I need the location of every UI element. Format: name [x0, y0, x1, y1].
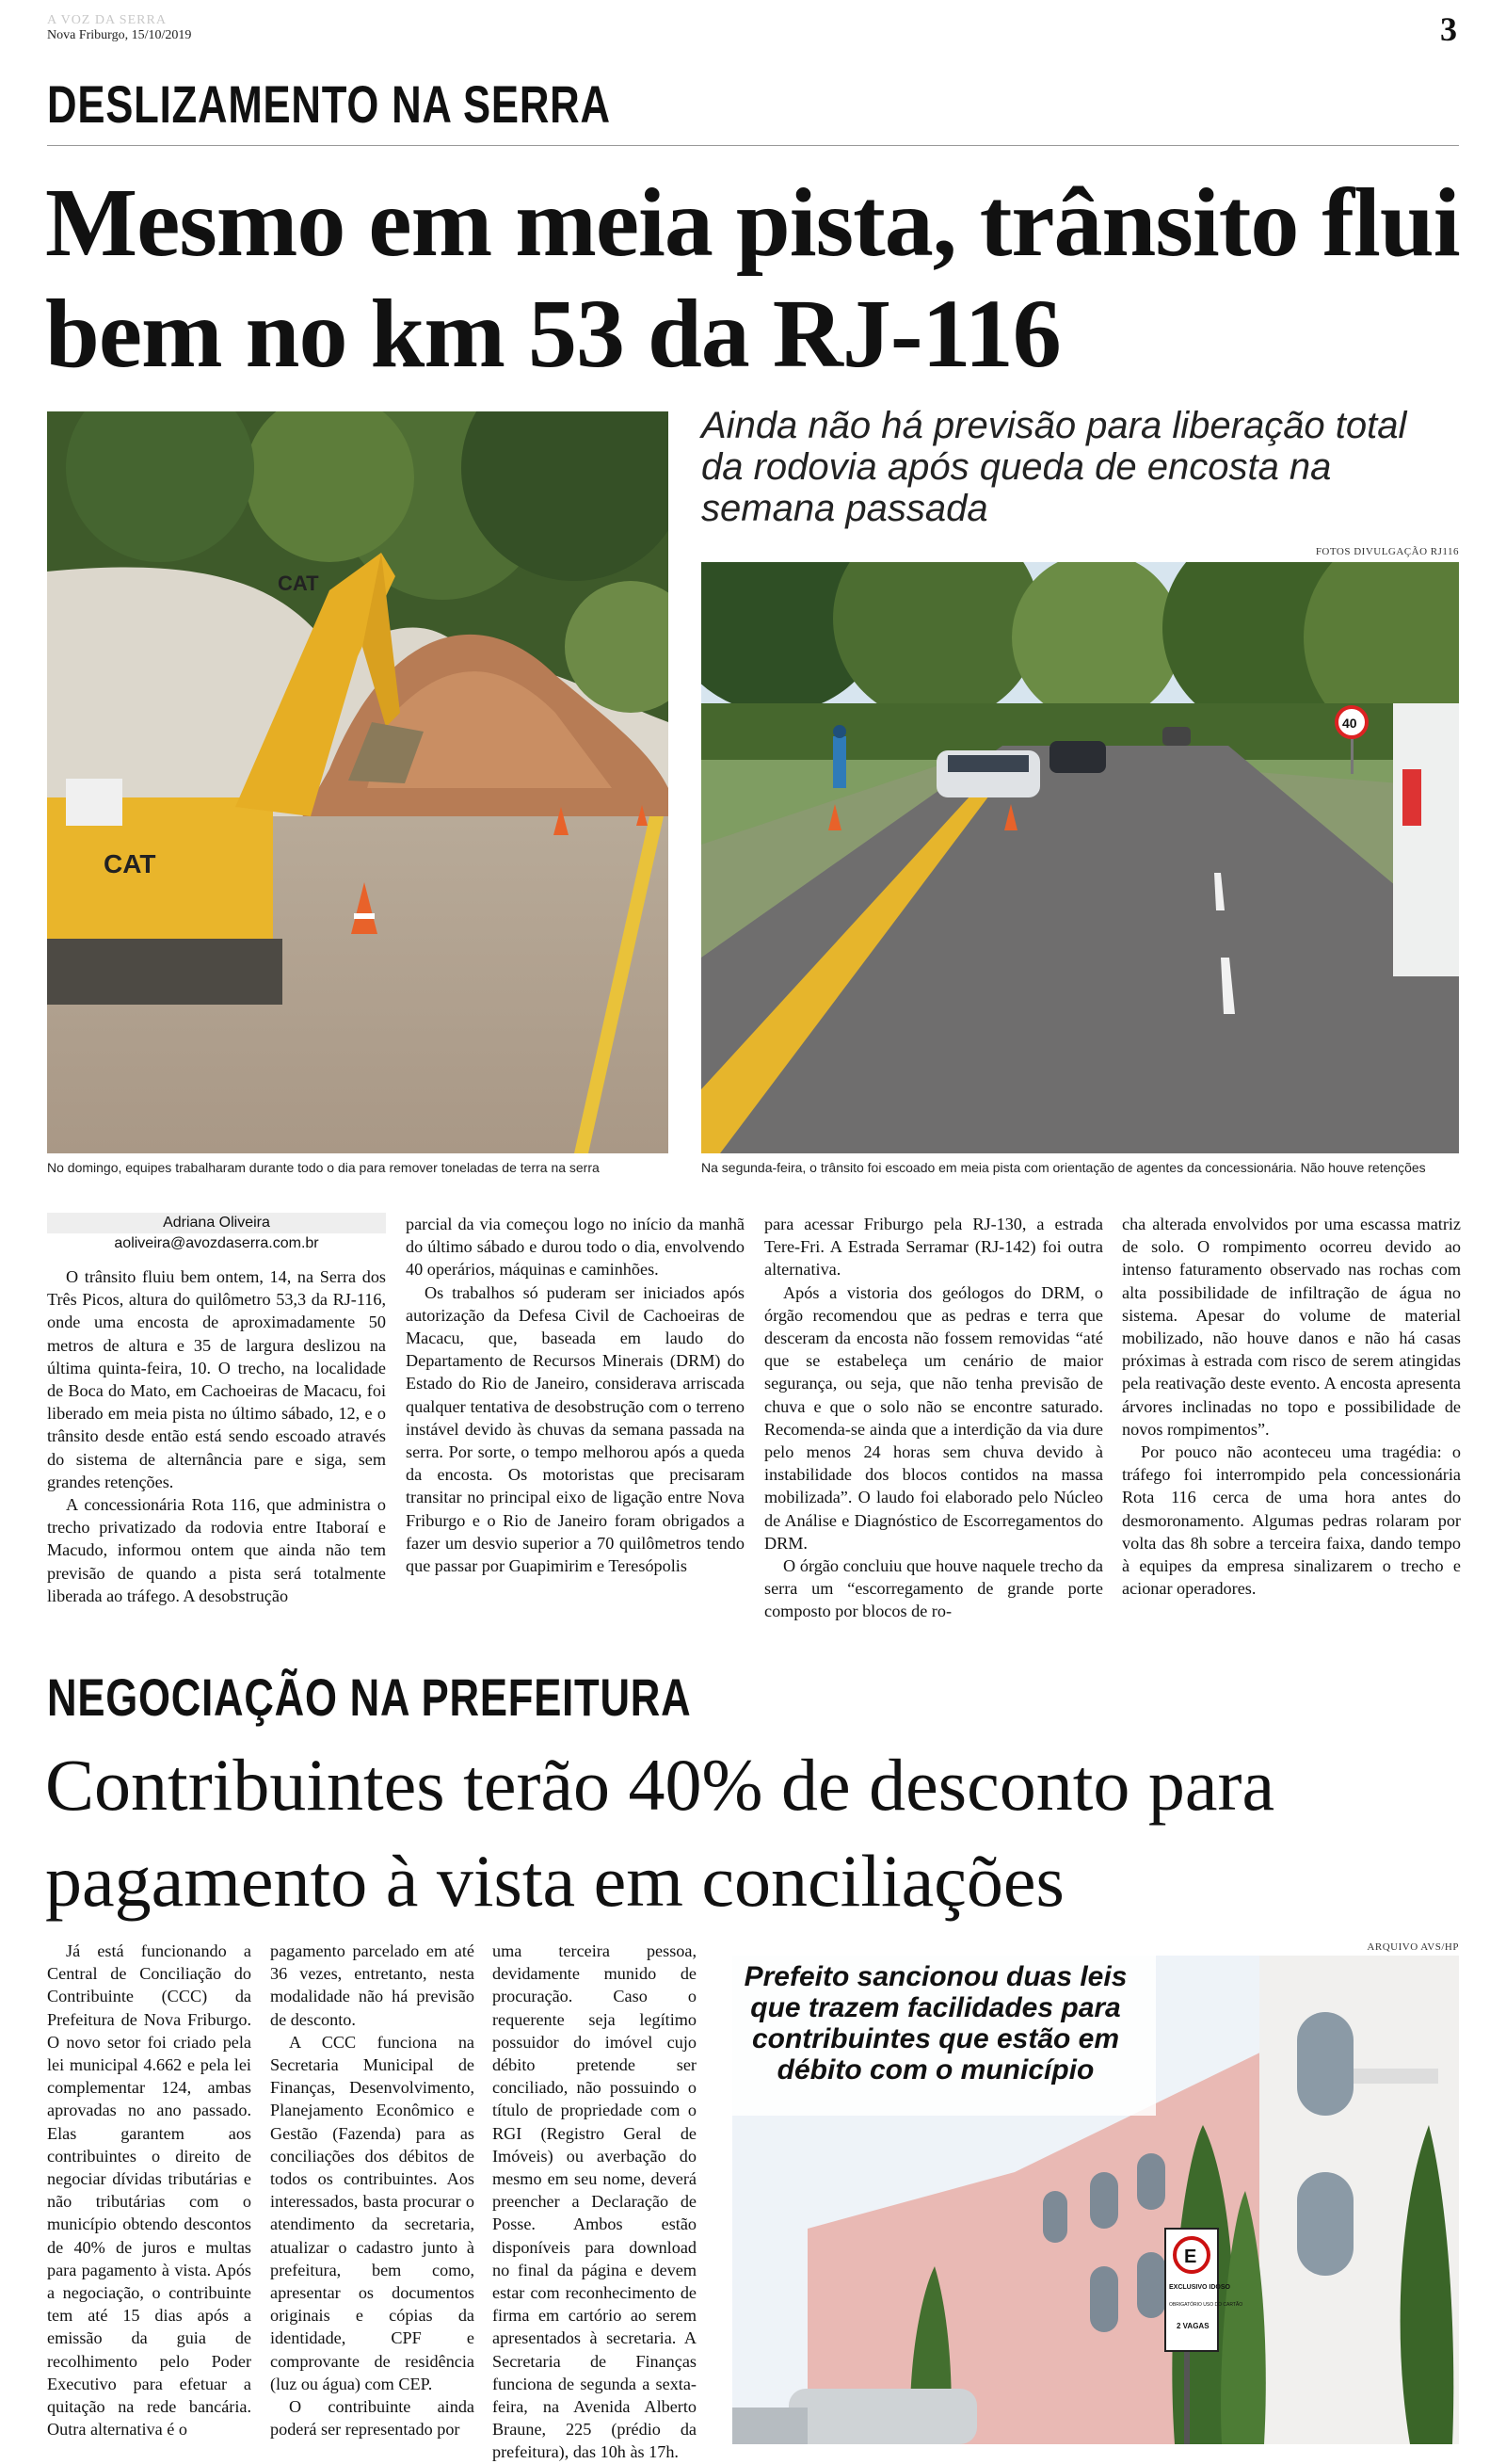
story2-column-1	[47, 1940, 251, 2440]
svg-text:CAT: CAT	[278, 572, 319, 595]
kicker-rule	[47, 145, 1459, 146]
story1-column-3	[764, 1213, 1103, 1623]
story1-column-2	[406, 1213, 745, 1577]
author-email: aoliveira@avozdaserra.com.br	[47, 1233, 386, 1254]
story1-subdeck: Ainda não há previsão para liberação total da rodovia após queda de encosta na semana passada	[701, 405, 1407, 529]
story1-headline: Mesmo em meia pista, trânsito flui bem no km 53 da RJ-116	[45, 169, 1460, 388]
story1-column-1	[47, 1213, 386, 1607]
paragraph: A concessionária Rota 116, que administra o trecho privatizado da rodovia entre Itaboraí e Macudo, informou ontem que ainda não tem previsão de quando a pista será totalmente liberada ao tráfego. A desobstrução	[47, 1495, 386, 1605]
paragraph: para acessar Friburgo pela RJ-130, a estrada Tere-Fri. A Estrada Serramar (RJ-142) foi outra alternativa.	[764, 1215, 1103, 1280]
paragraph: cha alterada envolvidos por uma escassa matriz de solo. O rompimento ocorreu devido ao intenso faturamento observado nas rochas com alta possibilidade de infiltração de água no sistema. Apesar do volume de material mobilizado, não houve danos e não há casas próximas à estrada com risco de serem atingidas pela reativação deste evento. A encosta apresenta árvores inclinadas no topo e possibilidade de novos rompimentos”.	[1122, 1215, 1461, 1439]
svg-text:CAT: CAT	[104, 849, 156, 878]
author-name: Adriana Oliveira	[163, 1215, 270, 1231]
paragraph: Os trabalhos só puderam ser iniciados após autorização da Defesa Civil de Cachoeiras de Macacu, que, baseada em laudo do Departamento de Recursos Minerais (DRM) do Estado do Rio de Janeiro, considerava arriscada qualquer tentativa de desobstrução com o terreno instável devido às chuvas da semana passada na serra. Por sorte, o tempo melhorou após a queda da encosta. Os motoristas que precisaram transitar no principal eixo de ligação entre Nova Friburgo e o Rio de Janeiro foram obrigados a fazer um desvio superior a 70 quilômetros tendo que passar por Guapimirim e Teresópolis	[406, 1282, 745, 1576]
sign-text-2: OBRIGATÓRIO USO DO CARTÃO	[1169, 2302, 1243, 2308]
road-photo	[701, 562, 1459, 1153]
story2-kicker: NEGOCIAÇÃO NA PREFEITURA	[47, 1667, 692, 1727]
speed-sign-text: 40	[1342, 716, 1357, 731]
story2-headline: Contribuintes terão 40% de desconto para pagamento à vista em conciliações	[45, 1744, 1275, 1922]
photo-credit-2: ARQUIVO AVS/HP	[1367, 1941, 1459, 1953]
byline	[47, 1213, 386, 1254]
masthead: A VOZ DA SERRA	[47, 13, 167, 27]
sign-e-letter: E	[1184, 2247, 1197, 2267]
paragraph: O trânsito fluiu bem ontem, 14, na Serra dos Três Picos, altura do quilômetro 53,3 da RJ-116, onde uma encosta de aproximadamente 50 metros de altura e 35 de largura deslizou na última quinta-feira, 10. O trecho, na localidade de Boca do Mato, em Cachoeiras de Macacu, foi liberado em meia pista no último sábado, 12, e o trânsito desde então está sendo escoado através do sistema de alternância pare e siga, sem grandes retenções.	[47, 1267, 386, 1491]
dateline: Nova Friburgo, 15/10/2019	[47, 28, 192, 42]
paragraph: A CCC funciona na Secretaria Municipal de Finanças, Desenvolvimento, Planejamento Econômico e Gestão (Fazenda) para as conciliações dos débitos de todos os contribuintes. Aos interessados, basta procurar o atendimento da secretaria, atualizar o cadastro junto à prefeitura, bem como, apresentar os documentos originais e cópias da identidade, CPF e comprovante de residência (luz ou água) com CEP.	[270, 2032, 474, 2393]
paragraph: pagamento parcelado em até 36 vezes, entretanto, nesta modalidade não há previsão de desconto.	[270, 1941, 474, 2029]
paragraph: uma terceira pessoa, devidamente munido de procuração. Caso o requerente seja legítimo possuidor do imóvel cujo débito pretende ser conciliado, não possuindo o título de propriedade com o RGI (Registro Geral de Imóveis) ou averbação do mesmo em seu nome, deverá preencher a Declaração de Posse. Ambos estão disponíveis para download no final da página e devem estar com reconhecimento de firma em cartório ao serem apresentados à secretaria. A Secretaria de Finanças funciona de segunda a sexta-feira, na Avenida Alberto Braune, 225 (prédio da prefeitura), das 10h às 17h.	[492, 1941, 697, 2462]
story1-column-4	[1122, 1213, 1461, 1600]
sign-text-1: EXCLUSIVO IDOSO	[1169, 2284, 1230, 2291]
photo-overlay-caption: Prefeito sancionou duas leis que trazem facilidades para contribuintes que estão em débito com o município	[744, 1961, 1128, 2086]
page-number: 3	[1440, 10, 1457, 48]
paragraph: Por pouco não aconteceu uma tragédia: o tráfego foi interrompido pela concessionária Rota 116 cerca de uma hora antes do desmoronamento. Algumas pedras rolaram por volta das 8h sobre a terceira faixa, dando tempo à equipes da empresa sinalizarem o trecho e acionar operadores.	[1122, 1442, 1461, 1599]
paragraph: O órgão concluiu que houve naquele trecho da serra um “escorregamento de grande porte composto por blocos de ro-	[764, 1556, 1103, 1621]
caption-left: No domingo, equipes trabalharam durante todo o dia para remover toneladas de terra na serra	[47, 1160, 600, 1175]
paragraph: O contribuinte ainda poderá ser representado por	[270, 2397, 474, 2440]
paragraph: parcial da via começou logo no início da manhã do último sábado e durou todo o dia, envolvendo 40 operários, máquinas e caminhões.	[406, 1215, 745, 1280]
story2-column-2	[270, 1940, 474, 2440]
photo-credit: FOTOS DIVULGAÇÃO RJ116	[1315, 546, 1459, 557]
excavator-photo	[47, 411, 668, 1153]
caption-right: Na segunda-feira, o trânsito foi escoado em meia pista com orientação de agentes da concessionária. Não houve retenções	[701, 1160, 1426, 1175]
sign-text-3: 2 VAGAS	[1177, 2322, 1210, 2330]
story1-kicker: DESLIZAMENTO NA SERRA	[47, 74, 611, 134]
story2-column-3	[492, 1940, 697, 2464]
paragraph: Após a vistoria dos geólogos do DRM, o órgão recomendou que as pedras e terra que desceram da encosta não fossem removidas “até que se estabeleça um cenário de maior segurança, ou seja, que não tenha previsão de chuva e que o solo não se encontre saturado. Recomenda-se ainda que a interdição da via dure pelo menos 24 horas sem chuva devido à instabilidade dos blocos contidos na massa mobilizada”. O laudo foi elaborado pelo Núcleo de Análise e Diagnóstico de Escorregamentos do DRM.	[764, 1282, 1103, 1553]
paragraph: Já está funcionando a Central de Conciliação do Contribuinte (CCC) da Prefeitura de Nova Friburgo. O novo setor foi criado pela lei municipal 4.662 e pela lei complementar 124, ambas aprovadas no ano passado. Elas garantem aos contribuintes o direito de negociar dívidas tributárias e não tributárias com o município obtendo descontos de 40% de juros e multas para pagamento à vista. Após a negociação, o contribuinte tem até 15 dias após a emissão da guia de recolhimento pelo Poder Executivo para efetuar a quitação na rede bancária. Outra alternativa é o	[47, 1941, 251, 2440]
